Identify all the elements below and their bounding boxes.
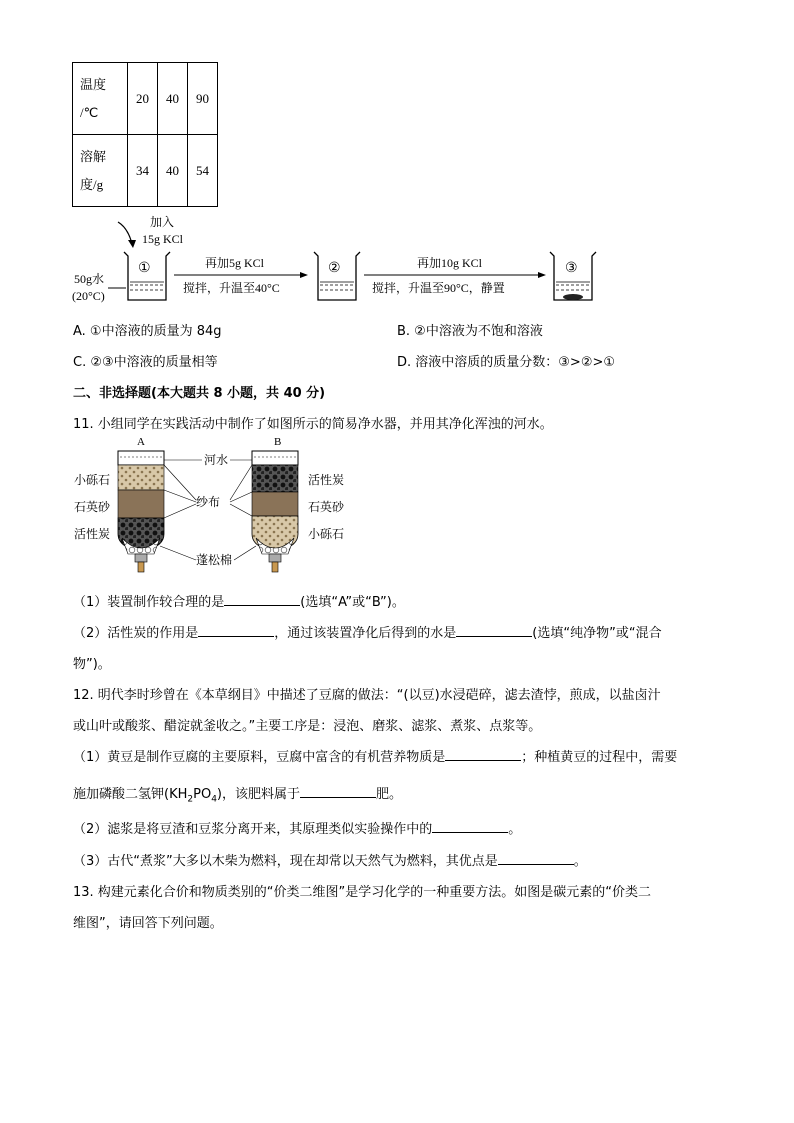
step1-top-label: 再加5g KCl [205, 256, 265, 270]
center-label-1: 河水 [204, 453, 229, 467]
answer-blank [432, 831, 508, 833]
b-layer-label-2: 石英砂 [308, 500, 345, 514]
q12-stem-line2: 或山叶或酸浆、醋淀就釜收之。”主要工序是：浸泡、磨浆、滤浆、煮浆、点浆等。 [73, 719, 542, 734]
option-a: A. ①中溶液的质量为 84g [73, 324, 222, 339]
b-layer-label-1: 活性炭 [308, 473, 345, 487]
table-cell: 34 [128, 135, 158, 207]
q12-p3-before: （3）古代“煮浆”大多以木柴为燃料，现在却常以天然气为燃料，其优点是 [73, 854, 498, 869]
q12-part1 [73, 746, 677, 765]
step2-bottom-label: 搅拌，升温至90°C，静置 [372, 281, 505, 295]
center-label-3: 蓬松棉 [196, 553, 233, 567]
beaker-3 [550, 252, 596, 300]
q12-part2 [73, 818, 521, 837]
temperature-unit: /℃ [80, 104, 99, 120]
solubility-table [72, 62, 218, 207]
q12-part3 [73, 850, 587, 869]
arrow-head [128, 240, 136, 248]
q13-line1: 13. 构建元素化合价和物质类别的“价类二维图”是学习化学的一种重要方法。如图是碳元素的“价类二 [73, 885, 652, 900]
q11-p2-mid: ，通过该装置净化后得到的水是 [274, 626, 457, 641]
subscript: 2 [187, 794, 194, 805]
water-label-line2: (20°C) [72, 289, 105, 303]
beaker-2-label: ② [328, 261, 341, 276]
solubility-header [73, 135, 128, 207]
q12-p1-mid: PO [193, 787, 212, 802]
q11-p1-after: (选填“A”或“B”)。 [300, 595, 405, 610]
q12-p1-line2-after: )，该肥料属于 [216, 787, 300, 802]
step2-top-label: 再加10g KCl [417, 256, 483, 270]
q11-p2-after: (选填“纯净物”或“混合 [532, 626, 662, 641]
table-cell: 90 [188, 63, 218, 135]
q12-p1-after: ；种植黄豆的过程中，需要 [521, 750, 678, 765]
step1-bottom-label: 搅拌，升温至40°C [183, 281, 280, 295]
q12-p1-line2-before: 施加磷酸二氢钾(KH [73, 787, 188, 802]
step1-arrow-head [300, 272, 308, 278]
solubility-label: 溶解 [80, 148, 107, 164]
beaker-process-diagram [60, 210, 620, 310]
q11-stem: 11. 小组同学在实践活动中制作了如图所示的简易净水器，并用其净化浑浊的河水。 [73, 417, 553, 432]
water-purifier-diagram [72, 434, 362, 584]
beaker-3-label: ③ [565, 261, 578, 276]
option-c: C. ②③中溶液的质量相等 [73, 355, 218, 370]
pointer-lines [160, 460, 256, 560]
a-layer-label-1: 小砾石 [74, 473, 111, 487]
q12-p3-after: 。 [573, 854, 587, 869]
beaker-2 [314, 252, 360, 300]
answer-blank [198, 635, 274, 637]
bottle-a [118, 451, 164, 572]
a-layer-label-3: 活性炭 [74, 527, 111, 541]
q12-p1-line2-end: 肥。 [376, 787, 403, 802]
option-b: B. ②中溶液为不饱和溶液 [397, 324, 543, 339]
add-label-line2: 15g KCl [142, 232, 184, 246]
undissolved-solid [563, 294, 583, 300]
table-cell: 20 [128, 63, 158, 135]
q11-p2-before: （2）活性炭的作用是 [73, 626, 199, 641]
q12-p2-after: 。 [508, 822, 522, 837]
add-label-line1: 加入 [150, 215, 175, 229]
q11-part2 [73, 622, 662, 641]
bottle-b [252, 451, 298, 572]
option-d: D. 溶液中溶质的质量分数：③>②>① [397, 355, 616, 370]
answer-blank [445, 759, 521, 761]
label-b: B [274, 436, 282, 448]
beaker-1-label: ① [138, 261, 151, 276]
q12-p2-before: （2）滤浆是将豆渣和豆浆分离开来，其原理类似实验操作中的 [73, 822, 433, 837]
q12-stem-line1: 12. 明代李时珍曾在《本草纲目》中描述了豆腐的做法：“(以豆)水浸硙碎，滤去渣悖，煎成，以盐卤汁 [73, 688, 661, 703]
table-cell: 40 [158, 135, 188, 207]
q13-line2: 维图”，请回答下列问题。 [73, 916, 223, 931]
solubility-unit: 度/g [80, 176, 104, 192]
answer-blank [456, 635, 532, 637]
table-cell: 54 [188, 135, 218, 207]
q11-part1 [73, 591, 405, 610]
water-label-line1: 50g水 [74, 272, 105, 286]
step2-arrow-head [538, 272, 546, 278]
answer-blank [300, 796, 376, 798]
q11-p1-before: （1）装置制作较合理的是 [73, 595, 225, 610]
table-cell: 40 [158, 63, 188, 135]
answer-blank [224, 604, 300, 606]
temperature-header [73, 63, 128, 135]
section-title: 二、非选择题(本大题共 8 小题，共 40 分) [73, 386, 326, 401]
q12-part1-line2 [73, 783, 402, 805]
a-layer-label-2: 石英砂 [74, 500, 111, 514]
label-a: A [137, 436, 145, 448]
temperature-label: 温度 [80, 76, 107, 92]
answer-blank [498, 863, 574, 865]
q11-part2-line2: 物”)。 [73, 657, 111, 672]
center-label-2: 纱布 [196, 495, 221, 509]
beaker-1 [124, 252, 170, 300]
b-layer-label-3: 小砾石 [308, 527, 345, 541]
subscript: 4 [211, 794, 217, 805]
q12-p1-before: （1）黄豆是制作豆腐的主要原料，豆腐中富含的有机营养物质是 [73, 750, 446, 765]
